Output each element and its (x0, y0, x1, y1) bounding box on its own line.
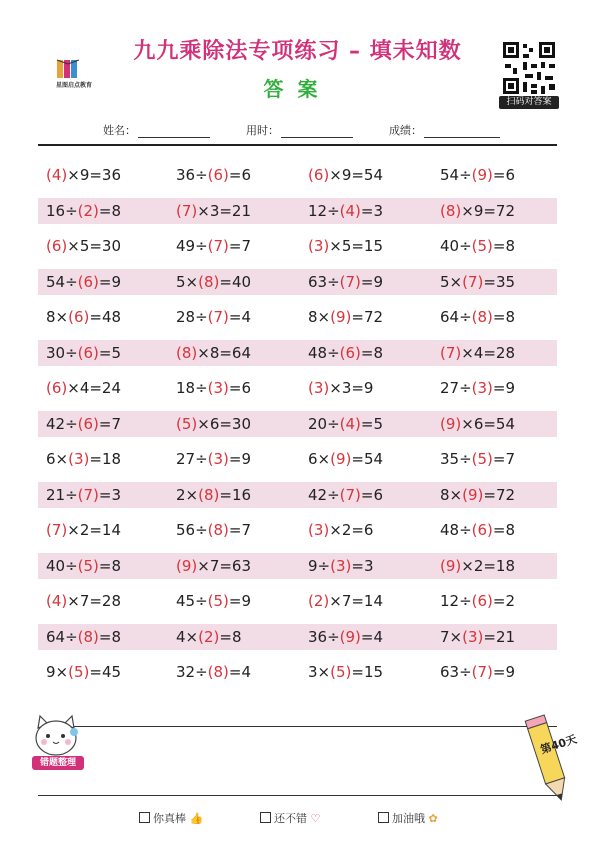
equation-text: =18 (89, 450, 122, 468)
equation-text: =5 (360, 414, 384, 433)
day-label: 第40天 (538, 732, 579, 757)
problem-item (440, 446, 515, 472)
equation-text: =4 (228, 308, 252, 326)
answer-value: (5) (68, 663, 90, 681)
equation-text: 4× (176, 627, 199, 646)
answer-value: (7) (77, 485, 99, 504)
equation-text: =8 (492, 237, 516, 255)
equation-text: 64÷ (46, 627, 78, 646)
time-blank[interactable] (281, 127, 353, 138)
answer-value: (7) (207, 237, 229, 255)
equation-text: 36÷ (176, 166, 208, 184)
equation-text: ×2=18 (461, 556, 516, 575)
equation-text: =6 (228, 379, 252, 397)
answer-value: (9) (462, 485, 484, 504)
problem-row (38, 162, 557, 188)
problem-item (308, 624, 383, 650)
duck-icon: ✿ (428, 812, 438, 825)
equation-text: 64÷ (440, 308, 472, 326)
equation-text: 27÷ (176, 450, 208, 468)
problem-item (308, 304, 383, 330)
equation-text: 5× (176, 272, 199, 291)
problem-item (308, 553, 374, 579)
equation-text: =16 (219, 485, 252, 504)
equation-text: 28÷ (176, 308, 208, 326)
equation-text: =6 (228, 166, 252, 184)
checkbox-good[interactable] (260, 812, 271, 823)
answer-value: (7) (46, 521, 68, 539)
answer-value: (7) (207, 308, 229, 326)
answer-value: (5) (176, 414, 198, 433)
problem-row (38, 553, 557, 579)
problem-item (46, 517, 121, 543)
answer-value: (5) (77, 556, 99, 575)
problem-row (38, 624, 557, 650)
cat-mascot-icon (30, 714, 82, 762)
answer-value: (7) (339, 272, 361, 291)
qr-caption: 扫码对答案 (499, 96, 559, 109)
answer-value: (9) (330, 450, 352, 468)
equation-text: =15 (351, 663, 384, 681)
name-label: 姓名： (103, 124, 136, 137)
equation-text: =2 (492, 592, 516, 610)
problem-item (308, 659, 383, 685)
problem-row (38, 659, 557, 685)
problem-item (176, 517, 251, 543)
checkbox-cheer[interactable] (378, 812, 389, 823)
answer-value: (2) (77, 201, 99, 220)
problem-item (46, 482, 121, 508)
equation-text: =54 (351, 450, 384, 468)
footer-option-great[interactable] (139, 810, 203, 826)
answer-value: (6) (77, 343, 99, 362)
answer-value: (8) (198, 272, 220, 291)
equation-text: 9× (46, 663, 69, 681)
problem-item (176, 198, 251, 224)
problem-row (38, 304, 557, 330)
problem-item (440, 375, 515, 401)
problem-item (46, 198, 121, 224)
answer-value: (3) (68, 450, 90, 468)
answer-value: (9) (440, 556, 462, 575)
problem-item (46, 162, 121, 188)
equation-text: 8× (46, 308, 69, 326)
equation-text: ×6=54 (461, 414, 516, 433)
answer-value: (7) (339, 485, 361, 504)
equation-text: ×3=9 (329, 379, 374, 397)
answer-value: (8) (207, 521, 229, 539)
footer-option-good[interactable] (260, 810, 320, 826)
problem-item (176, 624, 242, 650)
problem-item (46, 624, 121, 650)
equation-text: 48÷ (308, 343, 340, 362)
problem-item (308, 482, 383, 508)
equation-text: 16÷ (46, 201, 78, 220)
equation-text: =3 (98, 485, 122, 504)
checkbox-great[interactable] (139, 812, 150, 823)
answer-value: (6) (471, 592, 493, 610)
equation-text: 21÷ (46, 485, 78, 504)
answer-value: (7) (440, 343, 462, 362)
problem-item (308, 340, 383, 366)
answer-value: (9) (471, 166, 493, 184)
equation-text: 2× (176, 485, 199, 504)
equation-text: =9 (98, 272, 122, 291)
answer-value: (3) (308, 379, 330, 397)
problem-row (38, 446, 557, 472)
pencil-icon (530, 712, 579, 806)
answer-value: (3) (207, 450, 229, 468)
equation-text: =8 (98, 201, 122, 220)
equation-text: 35÷ (440, 450, 472, 468)
problem-item (440, 411, 515, 437)
problem-item (176, 553, 251, 579)
equation-text: ×2=6 (329, 521, 374, 539)
problem-item (440, 482, 515, 508)
equation-text: ×2=14 (67, 521, 122, 539)
equation-text: 63÷ (440, 663, 472, 681)
page-subtitle: 答案 (263, 77, 332, 101)
answer-value: (3) (207, 379, 229, 397)
answer-value: (3) (308, 521, 330, 539)
problem-row (38, 517, 557, 543)
equation-text: =35 (483, 272, 516, 291)
option-cheer-label: 加油哦 (392, 812, 425, 825)
problem-item (308, 517, 373, 543)
problem-item (308, 375, 373, 401)
answer-value: (7) (462, 272, 484, 291)
equation-text: =4 (360, 627, 384, 646)
answer-value: (8) (77, 627, 99, 646)
equation-text: 45÷ (176, 592, 208, 610)
equation-text: =21 (483, 627, 516, 646)
problem-item (176, 659, 251, 685)
answer-value: (8) (198, 485, 220, 504)
answer-value: (3) (308, 237, 330, 255)
time-field[interactable] (246, 122, 353, 138)
answer-value: (6) (471, 521, 493, 539)
problem-item (308, 588, 383, 614)
equation-text: =7 (98, 414, 122, 433)
equation-text: 27÷ (440, 379, 472, 397)
equation-text: ×4=24 (67, 379, 122, 397)
equation-text: 36÷ (308, 627, 340, 646)
equation-text: 54÷ (440, 166, 472, 184)
answer-value: (6) (339, 343, 361, 362)
problem-item (440, 233, 515, 259)
equation-text: =72 (483, 485, 516, 504)
equation-text: 54÷ (46, 272, 78, 291)
equation-text: =8 (360, 343, 384, 362)
problem-row (38, 588, 557, 614)
equation-text: =7 (228, 521, 252, 539)
problem-item (440, 162, 515, 188)
problem-item (308, 233, 383, 259)
name-field[interactable] (103, 122, 210, 138)
answer-value: (5) (471, 237, 493, 255)
answer-value: (5) (330, 663, 352, 681)
problem-item (46, 659, 121, 685)
answer-value: (6) (46, 379, 68, 397)
equation-text: 40÷ (46, 556, 78, 575)
problem-item (46, 446, 121, 472)
equation-text: =3 (360, 201, 384, 220)
equation-text: 20÷ (308, 414, 340, 433)
problem-item (46, 411, 121, 437)
answer-value: (4) (339, 414, 361, 433)
equation-text: =7 (492, 450, 516, 468)
answer-value: (3) (471, 379, 493, 397)
problem-item (440, 517, 515, 543)
equation-text: =9 (228, 450, 252, 468)
equation-text: =9 (228, 592, 252, 610)
answer-value: (7) (471, 663, 493, 681)
problem-item (308, 198, 383, 224)
equation-text: =40 (219, 272, 252, 291)
equation-text: 40÷ (440, 237, 472, 255)
problem-row (38, 340, 557, 366)
equation-text: 7× (440, 627, 463, 646)
answer-value: (5) (207, 592, 229, 610)
problem-item (440, 624, 515, 650)
answer-value: (2) (308, 592, 330, 610)
equation-text: 9÷ (308, 556, 331, 575)
equation-text: ×9=36 (67, 166, 122, 184)
equation-text: =7 (228, 237, 252, 255)
problem-item (176, 588, 251, 614)
problem-row (38, 482, 557, 508)
publisher-name: 星图启点教育 (55, 82, 92, 89)
equation-text: ×5=15 (329, 237, 384, 255)
equation-text: ×9=72 (461, 201, 516, 220)
equation-text: 18÷ (176, 379, 208, 397)
equation-text: 12÷ (308, 201, 340, 220)
problem-item (176, 482, 251, 508)
answer-value: (6) (308, 166, 330, 184)
equation-text: ×7=28 (67, 592, 122, 610)
problem-item (308, 411, 383, 437)
equation-text: =4 (228, 663, 252, 681)
equation-text: =72 (351, 308, 384, 326)
answer-value: (9) (176, 556, 198, 575)
problem-item (176, 233, 251, 259)
equation-text: =8 (492, 308, 516, 326)
answer-value: (9) (440, 414, 462, 433)
equation-text: 49÷ (176, 237, 208, 255)
answer-value: (8) (207, 663, 229, 681)
problem-item (176, 269, 251, 295)
equation-text: ×7=14 (329, 592, 384, 610)
equation-text: 63÷ (308, 272, 340, 291)
problem-item (176, 411, 251, 437)
answer-value: (4) (46, 166, 68, 184)
bunny-icon: ♡ (310, 812, 321, 825)
equation-text: =6 (360, 485, 384, 504)
problem-item (308, 269, 383, 295)
problem-item (440, 304, 515, 330)
equation-text: =9 (360, 272, 384, 291)
problem-item (46, 269, 121, 295)
equation-text: =8 (492, 521, 516, 539)
name-blank[interactable] (138, 127, 210, 138)
equation-text: 12÷ (440, 592, 472, 610)
answer-value: (6) (68, 308, 90, 326)
equation-text: ×9=54 (329, 166, 384, 184)
equation-text: 42÷ (308, 485, 340, 504)
qr-code[interactable] (501, 40, 557, 96)
equation-text: =9 (492, 379, 516, 397)
equation-text: ×4=28 (461, 343, 516, 362)
score-blank[interactable] (424, 127, 500, 138)
problem-row (38, 375, 557, 401)
answer-value: (6) (46, 237, 68, 255)
equation-text: 42÷ (46, 414, 78, 433)
problem-item (440, 659, 515, 685)
problem-item (440, 588, 515, 614)
answer-value: (4) (46, 592, 68, 610)
equation-text: =48 (89, 308, 122, 326)
problem-item (440, 269, 515, 295)
option-great-label: 你真棒 (153, 812, 186, 825)
problem-item (440, 198, 515, 224)
page-title: 九九乘除法专项练习 – 填未知数 (133, 39, 462, 64)
answer-value: (6) (77, 414, 99, 433)
equation-text: 5× (440, 272, 463, 291)
problem-item (176, 446, 251, 472)
problem-item (46, 304, 121, 330)
answer-value: (3) (330, 556, 352, 575)
equation-text: =8 (98, 627, 122, 646)
equation-text: 3× (308, 663, 331, 681)
problem-row (38, 411, 557, 437)
option-good-label: 还不错 (274, 812, 307, 825)
time-label: 用时： (246, 124, 279, 137)
problem-item (440, 340, 515, 366)
answer-value: (9) (330, 308, 352, 326)
problem-item (46, 588, 121, 614)
score-field[interactable] (389, 122, 500, 138)
answer-value: (7) (176, 201, 198, 220)
equation-text: ×7=63 (197, 556, 252, 575)
problem-row (38, 198, 557, 224)
problem-item (46, 340, 121, 366)
equation-text: =8 (219, 627, 242, 646)
problem-item (176, 340, 251, 366)
problem-item (176, 162, 251, 188)
answer-value: (5) (471, 450, 493, 468)
equation-text: 8× (308, 308, 331, 326)
problem-item (308, 446, 383, 472)
problem-item (46, 233, 121, 259)
equation-text: =8 (98, 556, 122, 575)
equation-text: 48÷ (440, 521, 472, 539)
header-divider (38, 144, 557, 146)
answer-value: (6) (207, 166, 229, 184)
equation-text: ×6=30 (197, 414, 252, 433)
answer-value: (8) (440, 201, 462, 220)
problem-item (176, 304, 251, 330)
equation-text: ×3=21 (197, 201, 252, 220)
mistakes-label: 错题整理 (32, 756, 84, 770)
equation-text: ×5=30 (67, 237, 122, 255)
answer-value: (9) (339, 627, 361, 646)
problem-item (46, 375, 121, 401)
problem-item (176, 375, 251, 401)
equation-text: =45 (89, 663, 122, 681)
thumbs-up-icon: 👍 (189, 812, 204, 825)
problem-item (440, 553, 515, 579)
answer-value: (6) (77, 272, 99, 291)
equation-text: =9 (492, 663, 516, 681)
equation-text: 6× (308, 450, 331, 468)
problem-item (308, 162, 383, 188)
problem-item (46, 553, 121, 579)
score-label: 成绩： (389, 124, 422, 137)
answer-value: (2) (198, 627, 220, 646)
equation-text: =3 (351, 556, 374, 575)
equation-text: 8× (440, 485, 463, 504)
equation-text: ×8=64 (197, 343, 252, 362)
answer-value: (3) (462, 627, 484, 646)
problem-row (38, 269, 557, 295)
answer-value: (4) (339, 201, 361, 220)
answer-value: (8) (176, 343, 198, 362)
equation-text: 56÷ (176, 521, 208, 539)
answer-value: (8) (471, 308, 493, 326)
equation-text: 30÷ (46, 343, 78, 362)
equation-text: 32÷ (176, 663, 208, 681)
equation-text: 6× (46, 450, 69, 468)
mistakes-area[interactable] (38, 726, 557, 796)
problem-row (38, 233, 557, 259)
equation-text: =5 (98, 343, 122, 362)
footer-option-cheer[interactable] (378, 810, 438, 826)
equation-text: =6 (492, 166, 516, 184)
